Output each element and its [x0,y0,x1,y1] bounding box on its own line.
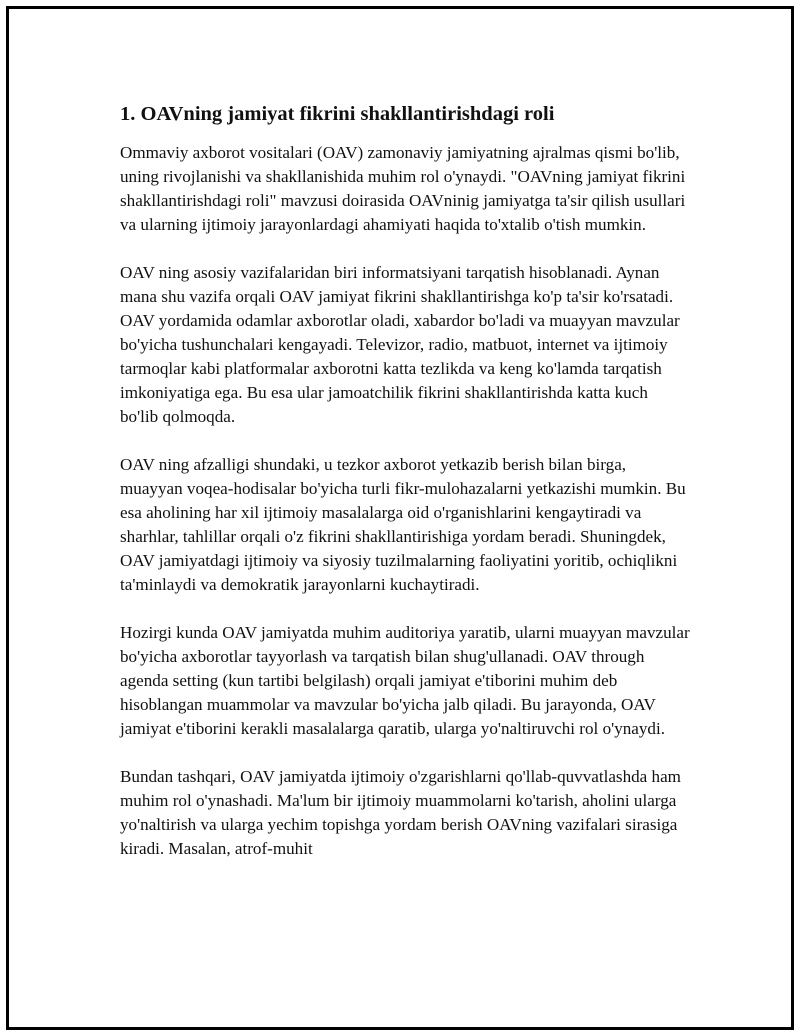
document-body [120,100,690,885]
paragraph-1: Ommaviy axborot vositalari (OAV) zamonaviy jamiyatning ajralmas qismi bo'lib, uning rivojlanishi va shakllanishida muhim rol o'ynaydi. "OAVning jamiyat fikrini shakllantirishdagi roli" mavzusi doirasida OAVninig jamiyatga ta'sir qilish usullari va ularning ijtimoiy jarayonlardagi ahamiyati haqida to'xtalib o'tish mumkin. [120,143,686,234]
paragraph-2: OAV ning asosiy vazifalaridan biri informatsiyani tarqatish hisoblanadi. Aynan mana shu vazifa orqali OAV jamiyat fikrini shakllantirishga ko'p ta'sir ko'rsatadi. OAV yordamida odamlar axborotlar oladi, xabardor bo'ladi va muayyan mavzular bo'yicha tushunchalari kengayadi. Televizor, radio, matbuot, internet va ijtimoiy tarmoqlar kabi platformalar axborotni katta tezlikda va keng ko'lamda tarqatish imkoniyatiga ega. Bu esa ular jamoatchilik fikrini shakllantirishda katta kuch bo'lib qolmoqda. [120,263,680,426]
paragraph-5: Bundan tashqari, OAV jamiyatda ijtimoiy o'zgarishlarni qo'llab-quvvatlashda ham muhim rol o'ynashadi. Ma'lum bir ijtimoiy muammolarni ko'tarish, aholini ularga yo'naltirish va ularga yechim topishga yordam berish OAVning vazifalari sirasiga kiradi. Masalan, atrof-muhit [120,767,681,858]
paragraph-3: OAV ning afzalligi shundaki, u tezkor axborot yetkazib berish bilan birga, muayyan voqea-hodisalar bo'yicha turli fikr-mulohazalarni yetkazishi mumkin. Bu esa aholining har xil ijtimoiy masalalarga oid o'rganishlarini kengaytiradi va sharhlar, tahlillar orqali o'z fikrini shakllantirishiga yordam beradi. Shuningdek, OAV jamiyatdagi ijtimoiy va siyosiy tuzilmalarning faoliyatini yoritib, ochiqlikni ta'minlaydi va demokratik jarayonlarni kuchaytiradi. [120,455,686,594]
section-heading: 1. OAVning jamiyat fikrini shakllantirishdagi roli [120,103,555,125]
paragraph-4: Hozirgi kunda OAV jamiyatda muhim auditoriya yaratib, ularni muayyan mavzular bo'yicha axborotlar tayyorlash va tarqatish bilan shug'ullanadi. OAV through agenda setting (kun tartibi belgilash) orqali jamiyat e'tiborini muhim deb hisoblangan muammolar va mavzular bo'yicha jalb qiladi. Bu jarayonda, OAV jamiyat e'tiborini kerakli masalalarga qaratib, ularga yo'naltiruvchi rol o'ynaydi. [120,623,690,738]
page-frame [6,6,794,1030]
